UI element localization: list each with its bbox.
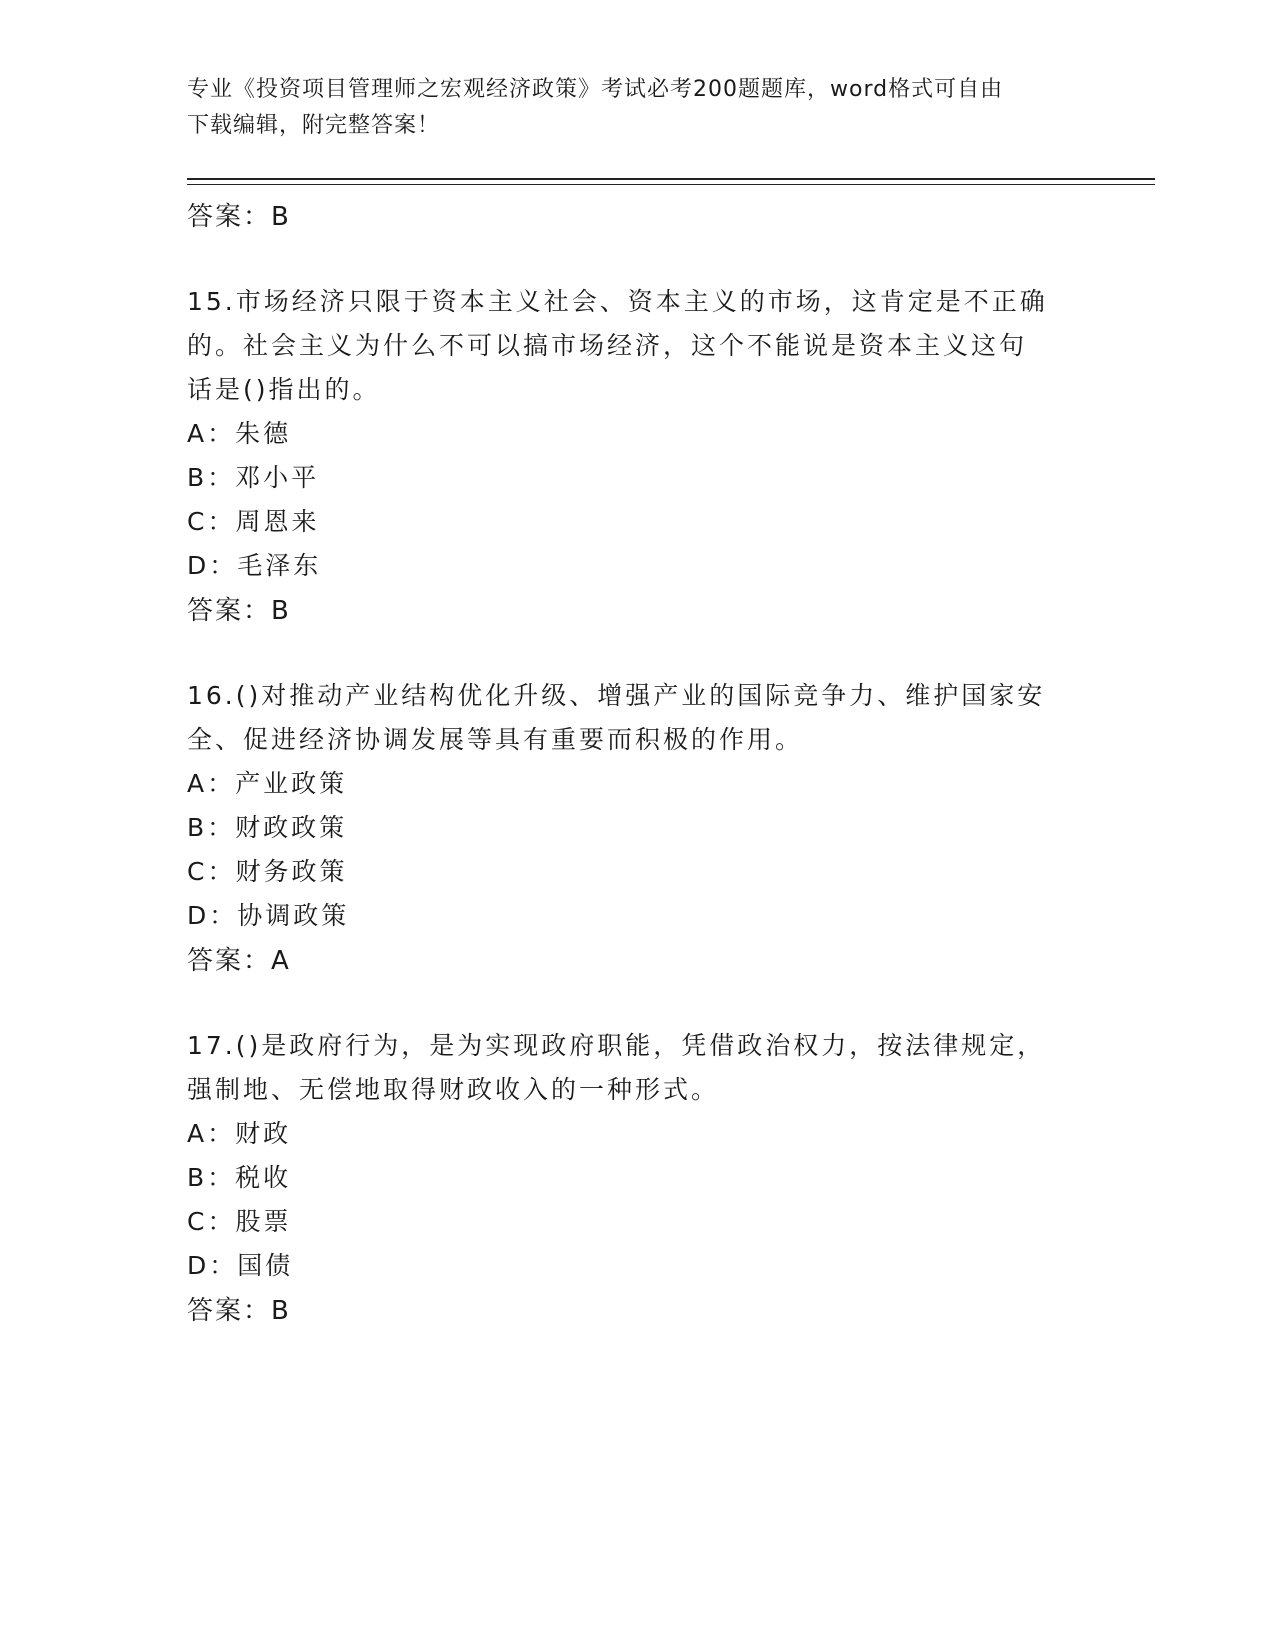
question-15-stem-line-3: 话是()指出的。 [187, 375, 381, 404]
question-15-option-d: D：毛泽东 [187, 551, 322, 580]
question-17-option-c: C：股票 [187, 1207, 292, 1236]
question-17-option-a: A：财政 [187, 1119, 292, 1148]
question-16-option-a: A：产业政策 [187, 769, 348, 798]
document-header [187, 72, 1087, 144]
question-16-option-d: D：协调政策 [187, 901, 350, 930]
question-15-stem-line-2: 的。社会主义为什么不可以搞市场经济，这个不能说是资本主义这句 [187, 331, 1028, 360]
header-line-1: 专业《投资项目管理师之宏观经济政策》考试必考200题题库，word格式可自由 [187, 77, 1004, 102]
question-16-answer: 答案：A [187, 946, 291, 976]
question-16-stem-line-1: 16.()对推动产业结构优化升级、增强产业的国际竞争力、维护国家安 [187, 681, 1046, 710]
question-16-option-c: C：财务政策 [187, 857, 348, 886]
answer-prev: 答案：B [187, 202, 291, 232]
question-17-answer: 答案：B [187, 1296, 291, 1326]
question-15-answer: 答案：B [187, 596, 291, 626]
header-divider-thin [187, 184, 1155, 185]
header-line-2: 下载编辑，附完整答案！ [187, 113, 441, 138]
question-15-option-b: B：邓小平 [187, 463, 320, 492]
question-17-stem-line-1: 17.()是政府行为，是为实现政府职能，凭借政治权力，按法律规定， [187, 1031, 1046, 1060]
question-15-stem-line-1: 15.市场经济只限于资本主义社会、资本主义的市场，这肯定是不正确 [187, 287, 1048, 316]
question-15-option-c: C：周恩来 [187, 507, 320, 536]
question-16-option-b: B：财政政策 [187, 813, 348, 842]
question-16-stem-line-2: 全、促进经济协调发展等具有重要而积极的作用。 [187, 725, 804, 754]
question-15-option-a: A：朱德 [187, 419, 292, 448]
question-17-stem-line-2: 强制地、无偿地取得财政收入的一种形式。 [187, 1075, 720, 1104]
question-17-option-b: B：税收 [187, 1163, 292, 1192]
header-divider-thick [187, 178, 1155, 180]
question-17-option-d: D：国债 [187, 1251, 294, 1280]
